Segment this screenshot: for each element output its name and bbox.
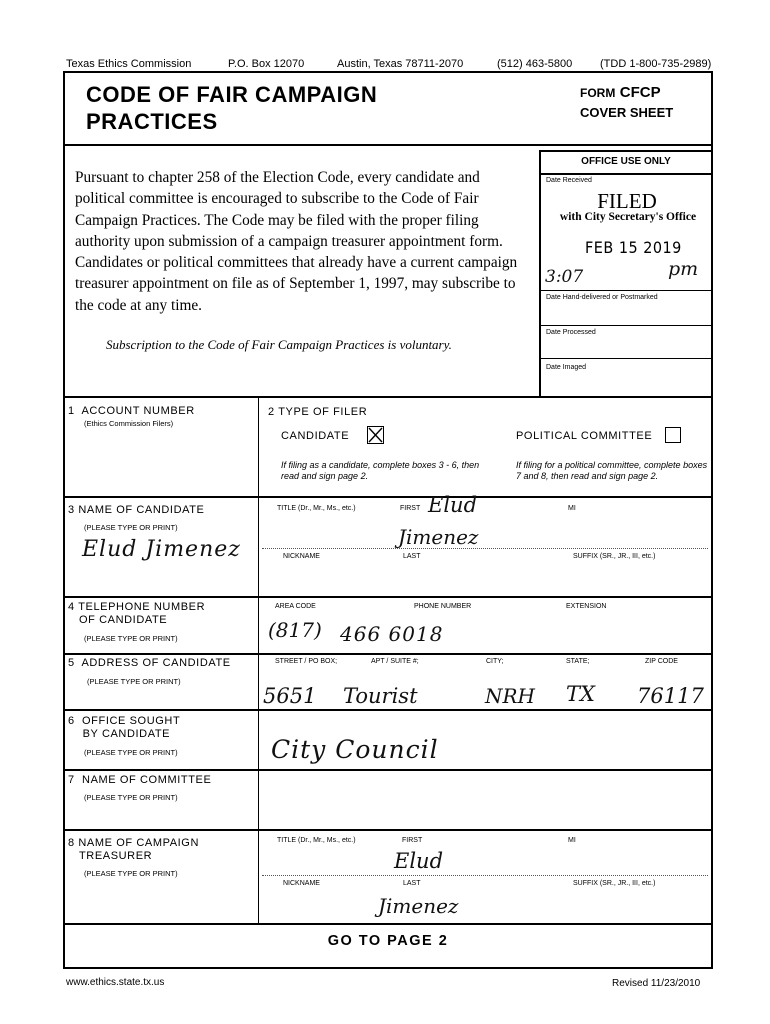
committee-checkbox[interactable] (665, 427, 681, 443)
po-box: P.O. Box 12070 (228, 58, 305, 70)
sec4-sub: (PLEASE TYPE OR PRINT) (84, 634, 178, 643)
date-imaged-label: Date Imaged (546, 364, 587, 371)
sec5-sub: (PLEASE TYPE OR PRINT) (87, 677, 181, 686)
agency-tdd: (TDD 1-800-735-2989) (600, 58, 712, 70)
phone-number-label: PHONE NUMBER (414, 603, 472, 610)
sec3-sub: (PLEASE TYPE OR PRINT) (84, 523, 178, 532)
candidate-option-label: CANDIDATE (281, 430, 350, 442)
sec8-suffix-label: SUFFIX (SR., JR., III, etc.) (573, 880, 656, 887)
area-code-value[interactable]: (817) (268, 618, 322, 642)
date-processed-label: Date Processed (546, 329, 596, 336)
stamp-pm: pm (668, 258, 699, 280)
candidate-last-name[interactable]: Jimenez (398, 525, 479, 549)
office-sought-value[interactable]: City Council (271, 735, 439, 764)
candidate-checkbox[interactable] (367, 426, 384, 444)
candidate-note: If filing as a candidate, complete boxes 3 - 6, then read and sign page 2. (281, 460, 480, 481)
sec3-suffix-label: SUFFIX (SR., JR., III, etc.) (573, 553, 656, 560)
form-title-line1: CODE OF FAIR CAMPAIGN (86, 82, 378, 107)
sec8-title-label: TITLE (Dr., Mr., Ms., etc.) (277, 837, 356, 844)
area-code-label: AREA CODE (275, 603, 316, 610)
phone-number-value[interactable]: 466 6018 (340, 622, 444, 646)
sec1-sub: (Ethics Commission Filers) (84, 419, 174, 428)
street-label: STREET / PO BOX; (275, 658, 338, 665)
sec6-sub: (PLEASE TYPE OR PRINT) (84, 748, 178, 757)
zip-value[interactable]: 76117 (637, 684, 704, 708)
sec4-label: 4 TELEPHONE NUMBER OF CANDIDATE (68, 601, 206, 626)
sec1-label: 1 ACCOUNT NUMBER (68, 405, 195, 417)
candidate-signature-name: Elud Jimenez (82, 537, 241, 562)
intro-text: Pursuant to chapter 258 of the Election Code, every candidate and political committee is encouraged to subscribe to the Code of Fair Campaign Practices. The Code may be filed with the proper filing authority upon submission of a campaign treasurer appointment form. Candidates or political committees that already have a current campaign treasurer appointment on file as of September 1, 1997, may subscribe to the code at any time. (75, 169, 518, 314)
stamp-date: FEB 15 2019 (585, 238, 682, 257)
office-use-title: OFFICE USE ONLY (581, 156, 671, 167)
form-code: FORM CFCP (580, 84, 661, 101)
city-value[interactable]: NRH (485, 684, 535, 708)
sec7-label: 7 NAME OF COMMITTEE (68, 774, 212, 786)
street-name-value[interactable]: Tourist (343, 684, 418, 708)
sec5-label: 5 ADDRESS OF CANDIDATE (68, 657, 231, 669)
sec3-mi-label: MI (568, 505, 576, 512)
stamp-filed: FILED (597, 189, 657, 213)
agency-city: Austin, Texas 78711-2070 (337, 58, 464, 70)
sec3-first-label: FIRST (400, 505, 421, 512)
committee-option-label: POLITICAL COMMITTEE (516, 430, 653, 442)
sec7-sub: (PLEASE TYPE OR PRINT) (84, 793, 178, 802)
form-title-line2: PRACTICES (86, 109, 218, 134)
state-label: STATE; (566, 658, 590, 665)
sec3-nickname-label: NICKNAME (283, 553, 320, 560)
candidate-first-name[interactable]: Elud (428, 493, 478, 517)
treasurer-last-name[interactable]: Jimenez (378, 894, 459, 918)
sec3-label: 3 NAME OF CANDIDATE (68, 504, 205, 516)
sec8-mi-label: MI (568, 837, 576, 844)
voluntary-note: Subscription to the Code of Fair Campaign Practices is voluntary. (106, 337, 452, 352)
go-to-page-2: GO TO PAGE 2 (327, 933, 449, 949)
state-value[interactable]: TX (566, 682, 595, 706)
sec3-title-label: TITLE (Dr., Mr., Ms., etc.) (277, 505, 356, 512)
treasurer-first-name[interactable]: Elud (394, 849, 444, 873)
apt-label: APT / SUITE #; (371, 658, 419, 665)
sec3-last-label: LAST (403, 553, 421, 560)
footer-revised: Revised 11/23/2010 (612, 978, 701, 989)
date-received-label: Date Received (546, 177, 592, 184)
city-label: CITY; (486, 658, 504, 665)
sec8-last-label: LAST (403, 880, 421, 887)
check-x-icon (368, 427, 383, 443)
sec8-sub: (PLEASE TYPE OR PRINT) (84, 869, 178, 878)
agency-phone: (512) 463-5800 (497, 58, 573, 70)
date-hand-label: Date Hand-delivered or Postmarked (546, 294, 658, 301)
sec8-nickname-label: NICKNAME (283, 880, 320, 887)
sec6-label: 6 OFFICE SOUGHT BY CANDIDATE (68, 715, 181, 740)
extension-label: EXTENSION (566, 603, 607, 610)
zip-label: ZIP CODE (645, 658, 678, 665)
cover-sheet-label: COVER SHEET (580, 105, 674, 120)
sec2-label: 2 TYPE OF FILER (268, 406, 368, 418)
agency-name: Texas Ethics Commission (66, 58, 192, 70)
sec8-first-label: FIRST (402, 837, 423, 844)
footer-website[interactable]: www.ethics.state.tx.us (66, 977, 165, 988)
stamp-office: with City Secretary's Office (559, 211, 697, 223)
street-number-value[interactable]: 5651 (263, 684, 317, 708)
sec8-label: 8 NAME OF CAMPAIGN TREASURER (68, 837, 200, 862)
committee-note: If filing for a political committee, complete boxes 7 and 8, then read and sign page 2. (516, 460, 708, 481)
stamp-time: 3:07 (545, 267, 584, 287)
